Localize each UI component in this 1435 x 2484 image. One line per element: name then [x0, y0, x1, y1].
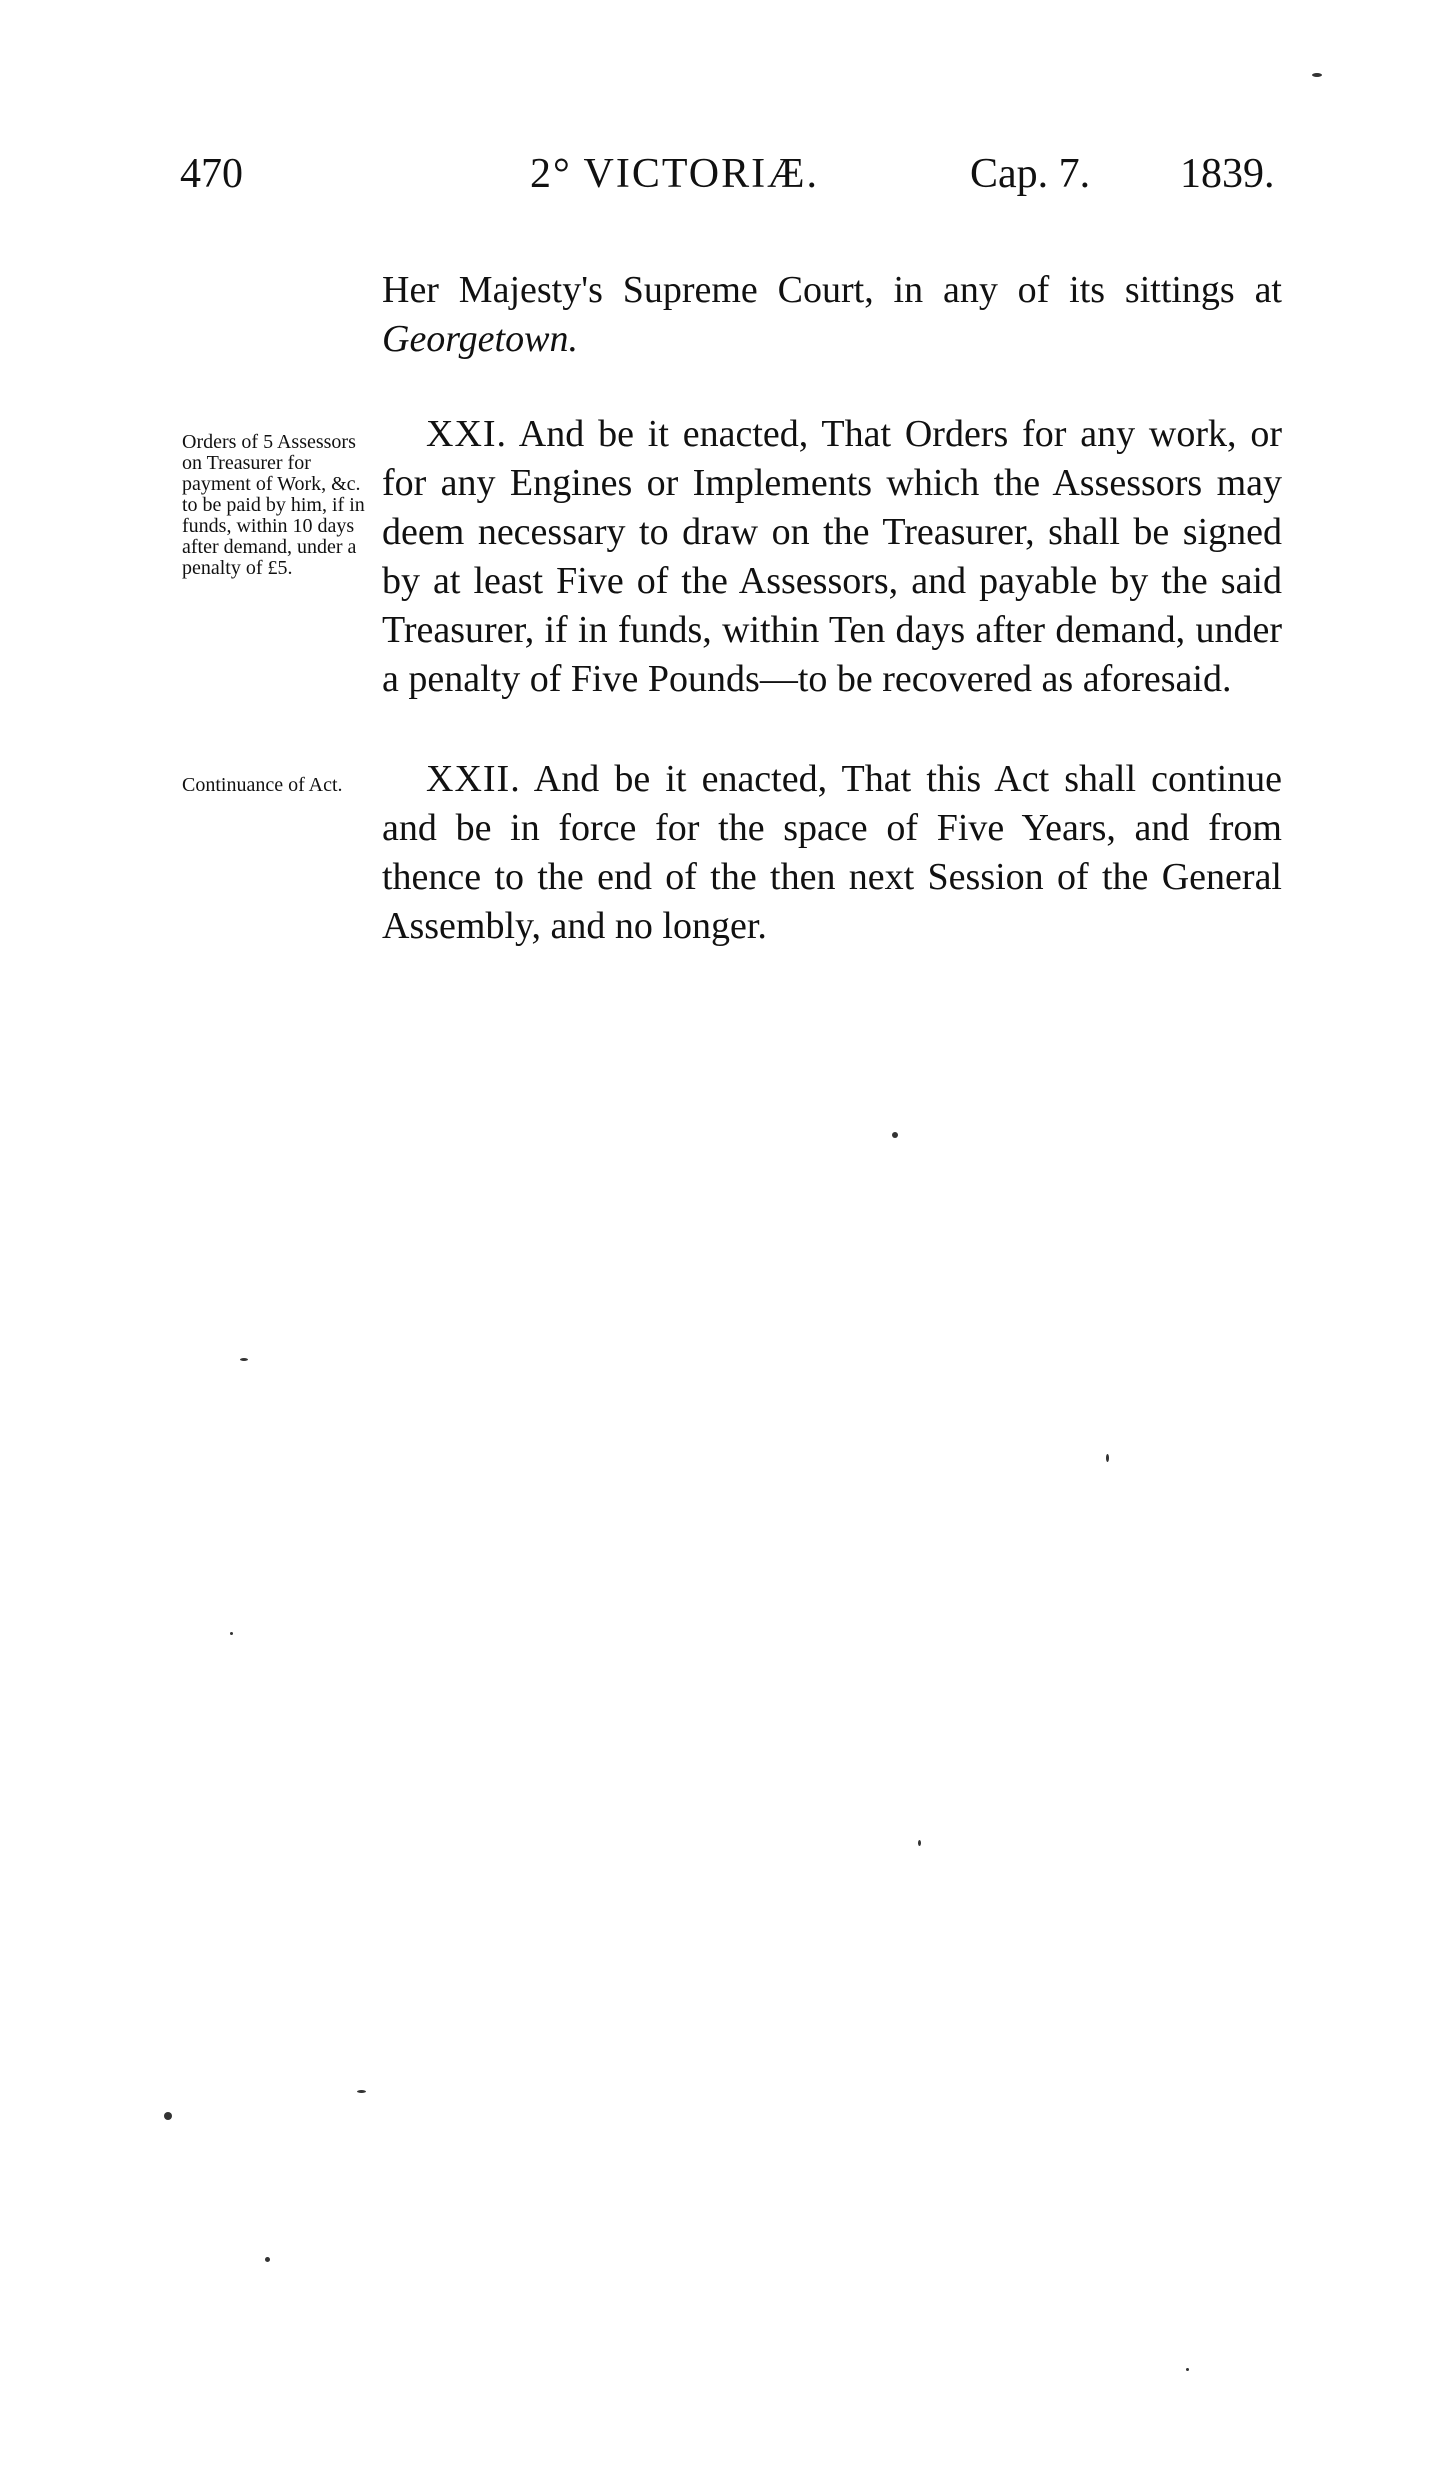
section-text: And be it enacted, That Orders for any work, or for any Engines or Implements which the Assessors may deem necessary to draw on the Treasurer, shall be signed by at least Five of the Assessors, and payable by the said Treasurer, if in funds, within Ten days after demand, under a penalty of Five Pounds—to be recovered as aforesaid.: [382, 413, 1283, 700]
continued-text: Her Majesty's Supreme Court, in any of its sittings at: [382, 269, 1282, 311]
section-xxi: [382, 410, 1282, 704]
section-xxii: [382, 755, 1282, 951]
print-speck: [1106, 1454, 1109, 1462]
chapter-label: Cap. 7.: [970, 151, 1091, 197]
section-number: XXI.: [426, 413, 508, 455]
print-speck: [265, 2257, 270, 2262]
print-speck: [164, 2112, 172, 2120]
volume-title: 2° VICTORIÆ.: [530, 151, 819, 197]
section-number: XXII.: [426, 758, 521, 800]
continued-paragraph: [382, 266, 1282, 364]
print-speck: [230, 1632, 233, 1635]
print-speck: [240, 1358, 248, 1361]
print-speck: [918, 1840, 921, 1846]
margin-note-section-xxi: Orders of 5 Assessors on Treasurer for payment of Work, &c. to be paid by him, if in funds, within 10 days after demand, under a penalty of £5.: [182, 431, 365, 579]
print-speck: [892, 1132, 898, 1138]
section-text: And be it enacted, That this Act shall continue and be in force for the space of Five Years, and from thence to the end of the then next Session of the General Assembly, and no longer.: [382, 758, 1283, 947]
year-label: 1839.: [1180, 151, 1275, 197]
print-speck: [357, 2090, 366, 2093]
place-name: Georgetown.: [382, 318, 578, 360]
running-header: [0, 150, 1435, 210]
page-number: 470: [180, 151, 243, 197]
print-speck: [1186, 2368, 1189, 2371]
print-speck: [1312, 73, 1322, 77]
margin-note-section-xxii: Continuance of Act.: [182, 774, 343, 796]
